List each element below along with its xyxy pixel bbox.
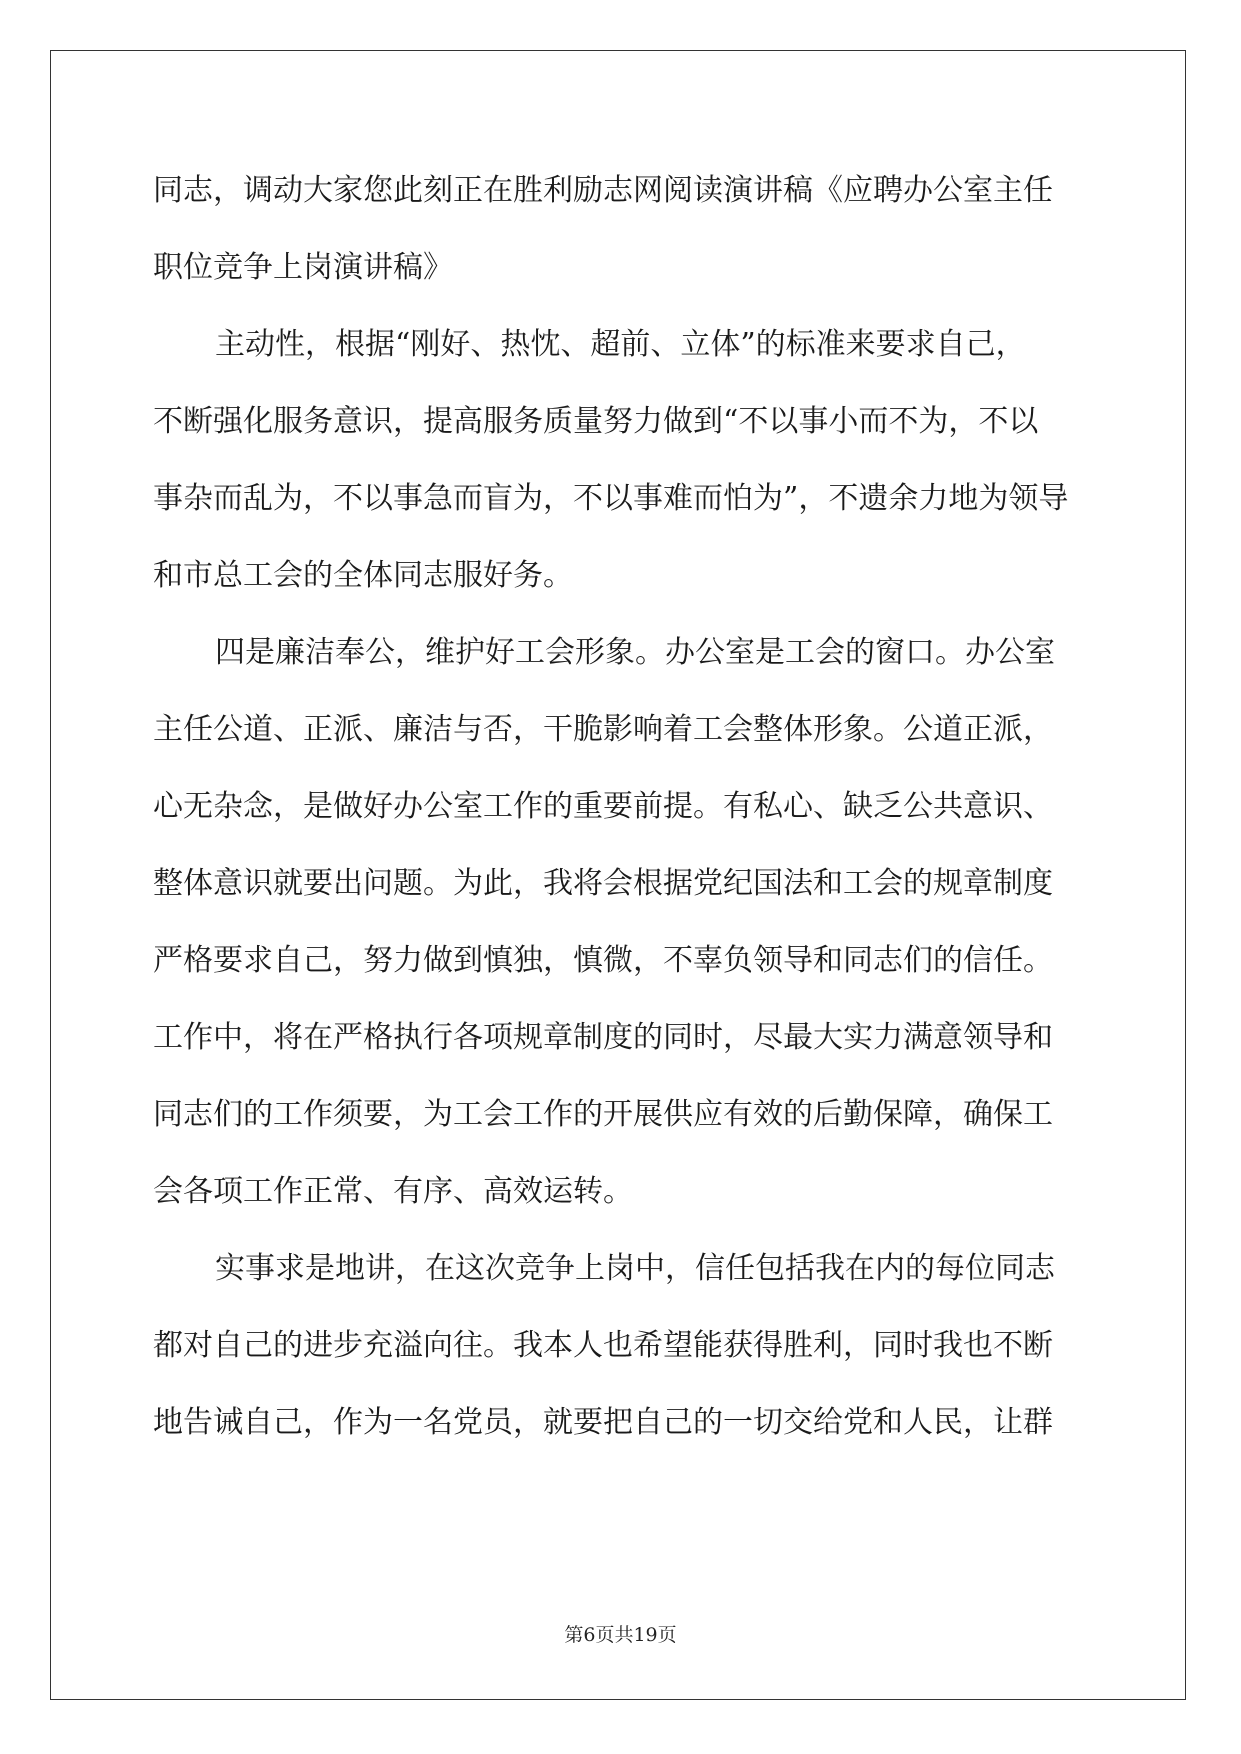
text-line: 严格要求自己，努力做到慎独，慎微，不辜负领导和同志们的信任。	[153, 943, 1053, 978]
page-footer	[0, 1620, 1241, 1647]
text-line: 不断强化服务意识，提高服务质量努力做到“不以事小而不为，不以	[153, 404, 1039, 439]
text-line: 都对自己的进步充溢向往。我本人也希望能获得胜利，同时我也不断	[153, 1328, 1053, 1363]
text-line: 实事求是地讲，在这次竞争上岗中，信任包括我在内的每位同志	[215, 1251, 1055, 1286]
text-line: 职位竞争上岗演讲稿》	[153, 250, 453, 285]
text-line: 主动性，根据“刚好、热忱、超前、立体”的标准来要求自己，	[215, 327, 1026, 362]
page-number: 第6页	[564, 1624, 615, 1646]
text-line: 同志，调动大家您此刻正在胜利励志网阅读演讲稿《应聘办公室主任	[153, 173, 1053, 208]
text-line: 主任公道、正派、廉洁与否，干脆影响着工会整体形象。公道正派，	[153, 712, 1053, 747]
text-line: 整体意识就要出问题。为此，我将会根据党纪国法和工会的规章制度	[153, 866, 1053, 901]
text-line: 地告诫自己，作为一名党员，就要把自己的一切交给党和人民，让群	[153, 1405, 1053, 1440]
document-body	[153, 163, 1088, 1472]
text-line: 四是廉洁奉公，维护好工会形象。办公室是工会的窗口。办公室	[215, 635, 1055, 670]
text-line: 会各项工作正常、有序、高效运转。	[153, 1174, 633, 1209]
text-line: 心无杂念，是做好办公室工作的重要前提。有私心、缺乏公共意识、	[153, 789, 1053, 824]
text-line: 工作中，将在严格执行各项规章制度的同时，尽最大实力满意领导和	[153, 1020, 1053, 1055]
text-line: 事杂而乱为，不以事急而盲为，不以事难而怕为”，不遗余力地为领导	[153, 481, 1069, 516]
page-total: 共19页	[614, 1624, 677, 1646]
text-line: 同志们的工作须要，为工会工作的开展供应有效的后勤保障，确保工	[153, 1097, 1053, 1132]
text-line: 和市总工会的全体同志服好务。	[153, 558, 573, 593]
